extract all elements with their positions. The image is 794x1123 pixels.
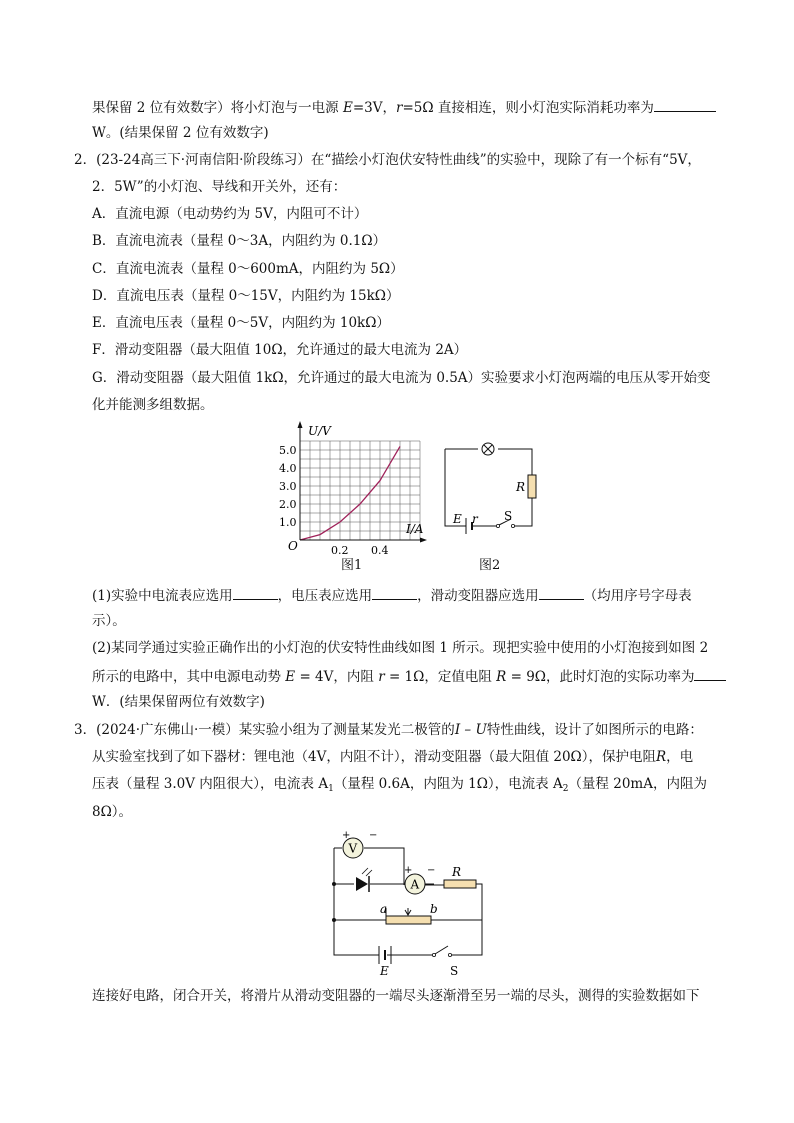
q1-symbol-r: r [395, 100, 403, 116]
resistor-R-icon [528, 475, 536, 498]
q2-sub1-line2: 示）。 [92, 613, 126, 629]
y-tick-label: 5.0 [279, 444, 297, 457]
y-axis-label: U/V [308, 424, 331, 438]
q3-text-a: (2024·广东佛山·一模）某实验小组为了测量某发光二极管的 [96, 722, 455, 738]
voltmeter-plus: + [342, 830, 351, 841]
q3-line-2 [92, 748, 693, 766]
ammeter-icon [405, 874, 425, 894]
q1-line-2 [92, 124, 269, 142]
q2-number: 2． [74, 152, 97, 168]
x-axis-arrow [420, 538, 427, 543]
protective-resistor-label: R [452, 865, 462, 879]
power-answer-blank[interactable] [694, 666, 726, 681]
rheostat-a-label: a [380, 902, 388, 916]
q3-text-line3c: （量程 20mA，内阻为 [568, 776, 707, 792]
y-tick-labels [279, 444, 297, 529]
origin-label: O [288, 539, 298, 553]
q2-sub2-line3: W．(结果保留两位有效数字) [92, 694, 265, 710]
q3-last-line: 连接好电路，闭合开关，将滑片从滑动变阻器的一端尽头逐渐滑至另一端的尽头，测得的实验数据如下 [92, 988, 700, 1004]
q3-line-1 [74, 721, 703, 739]
x-axis-label: I/A [406, 522, 424, 536]
q2-option-d: D．直流电压表（量程 0～15V，内阻约为 15kΩ） [92, 288, 400, 304]
q2-sub2-text-b: = 4V，内阻 [295, 669, 379, 685]
q2-option-f: F．滑动变阻器（最大阻值 10Ω，允许通过的最大电流为 2A） [92, 342, 468, 358]
q2-sub1-text-a: (1)实验中电流表应选用 [92, 588, 233, 604]
q3-number: 3． [74, 722, 97, 738]
internal-r-label: r [472, 512, 478, 526]
q2-option-g: G．滑动变阻器（最大阻值 1kΩ，允许通过的最大电流为 0.5A）实验要求小灯泡两端的电压从零开始变 [92, 370, 711, 386]
resistor-R-label: R [516, 480, 526, 494]
y-tick-label: 4.0 [279, 462, 297, 475]
voltmeter-label: V [348, 841, 358, 856]
y-tick-label: 2.0 [279, 498, 297, 511]
q3-line-3 [92, 775, 707, 798]
x-tick-label: 0.4 [371, 544, 389, 557]
q1-answer-blank[interactable] [654, 97, 716, 112]
ammeter-label: A [410, 877, 420, 892]
q2-stem-line1: (23-24高三下·河南信阳·阶段练习）在“描绘小灯泡伏安特性曲线”的实验中，现除了有一个标有“5V， [96, 152, 701, 168]
q2-symbol-r: r [378, 669, 385, 685]
q2-option-e: E．直流电压表（量程 0～5V，内阻约为 10kΩ） [92, 315, 390, 331]
switch-S-label: S [504, 509, 513, 523]
rheostat-icon [386, 916, 431, 924]
q3-text-line2b: ，电 [666, 749, 694, 765]
switch-icon [432, 946, 451, 957]
switch-S-label: S [450, 964, 459, 975]
q2-sub1-line1 [92, 585, 692, 605]
q3-subscript-2: 2 [562, 784, 569, 794]
q2-line-2 [92, 178, 346, 196]
ammeter-minus: − [427, 865, 436, 876]
q2-option-a: A．直流电源（电动势约为 5V，内阻可不计） [92, 206, 368, 222]
q2-sub2-text-d: = 9Ω，此时灯泡的实际功率为 [506, 669, 695, 685]
q3-line-4: 8Ω）。 [92, 804, 133, 820]
emf-E-label: E [453, 512, 462, 526]
q2-sub1-text-d: （均用序号字母表 [583, 588, 692, 604]
q3-text-line3b: （量程 0.6A，内阻为 1Ω），电流表 A [333, 776, 563, 792]
rheostat-b-label: b [430, 902, 438, 916]
x-tick-label: 0.2 [331, 544, 349, 557]
figure-2-circuit [440, 438, 550, 548]
q2-sub2-line2 [92, 666, 726, 686]
q2-line-after-options: 化并能测多组数据。 [92, 397, 214, 413]
q3-subscript-1: 1 [328, 784, 334, 794]
junction-dot-1 [332, 882, 336, 886]
led-diode-icon [356, 868, 372, 892]
q1-line-1 [92, 97, 716, 117]
q1-text-b: =3V， [352, 100, 396, 116]
q2-line-1 [74, 151, 701, 169]
junction-dot-2 [332, 918, 336, 922]
q3-symbol-R: R [656, 749, 667, 765]
figure-2-caption: 图2 [479, 558, 501, 573]
figure-1-graph [278, 420, 428, 570]
q3-text-line2a: 从实验室找到了如下器材：锂电池（4V，内阻不计），滑动变阻器（最大阻值 20Ω），保护电阻 [92, 749, 656, 765]
q2-sub1-text-b: ，电压表应选用 [277, 588, 373, 604]
rheostat-slider-icon [405, 908, 411, 915]
ammeter-plus: + [404, 865, 413, 876]
q2-sub2-line1: (2)某同学通过实验正确作出的小灯泡的伏安特性曲线如图 1 所示。现把实验中使用的小灯泡接到如图 2 [92, 640, 709, 656]
figure-3-circuit [324, 830, 494, 975]
q2-stem-line2: 2．5W”的小灯泡、导线和开关外，还有： [92, 179, 347, 195]
y-tick-label: 3.0 [279, 480, 297, 493]
voltmeter-answer-blank[interactable] [372, 585, 417, 600]
battery-E-label: E [380, 964, 389, 975]
q2-option-c: C．直流电流表（量程 0～600mA，内阻约为 5Ω） [92, 261, 404, 277]
lamp-icon [482, 443, 494, 455]
y-tick-label: 1.0 [279, 516, 297, 529]
x-tick-labels [331, 544, 389, 557]
q3-text-line3a: 压表（量程 3.0V 内阻很大），电流表 A [92, 776, 329, 792]
q1-text-c: =5Ω 直接相连，则小灯泡实际消耗功率为 [402, 100, 654, 116]
q1-text-line2: W。(结果保留 2 位有效数字) [92, 125, 269, 141]
q2-option-b: B．直流电流表（量程 0～3A，内阻约为 0.1Ω） [92, 233, 387, 249]
voltmeter-icon [343, 838, 363, 858]
q2-symbol-E: E [285, 669, 296, 685]
q1-text-a: 果保留 2 位有效数字）将小灯泡与一电源 [92, 100, 343, 116]
y-axis-arrow [298, 421, 303, 428]
q2-symbol-R: R [496, 669, 507, 685]
q1-symbol-E: E [342, 100, 353, 116]
voltmeter-minus: − [369, 830, 378, 841]
protective-resistor-icon [444, 880, 476, 888]
q3-text-b: 特性曲线，设计了如图所示的电路： [486, 722, 703, 738]
q2-sub1-text-c: ，滑动变阻器应选用 [417, 588, 539, 604]
rheostat-answer-blank[interactable] [539, 585, 584, 600]
figure-1-caption: 图1 [341, 558, 363, 573]
graph-grid [300, 441, 420, 540]
q3-symbol-IU: I – U [454, 722, 487, 738]
ammeter-answer-blank[interactable] [233, 585, 278, 600]
q2-sub2-text-c: = 1Ω，定值电阻 [384, 669, 497, 685]
q2-sub2-text-a: 所示的电路中，其中电源电动势 [92, 669, 286, 685]
